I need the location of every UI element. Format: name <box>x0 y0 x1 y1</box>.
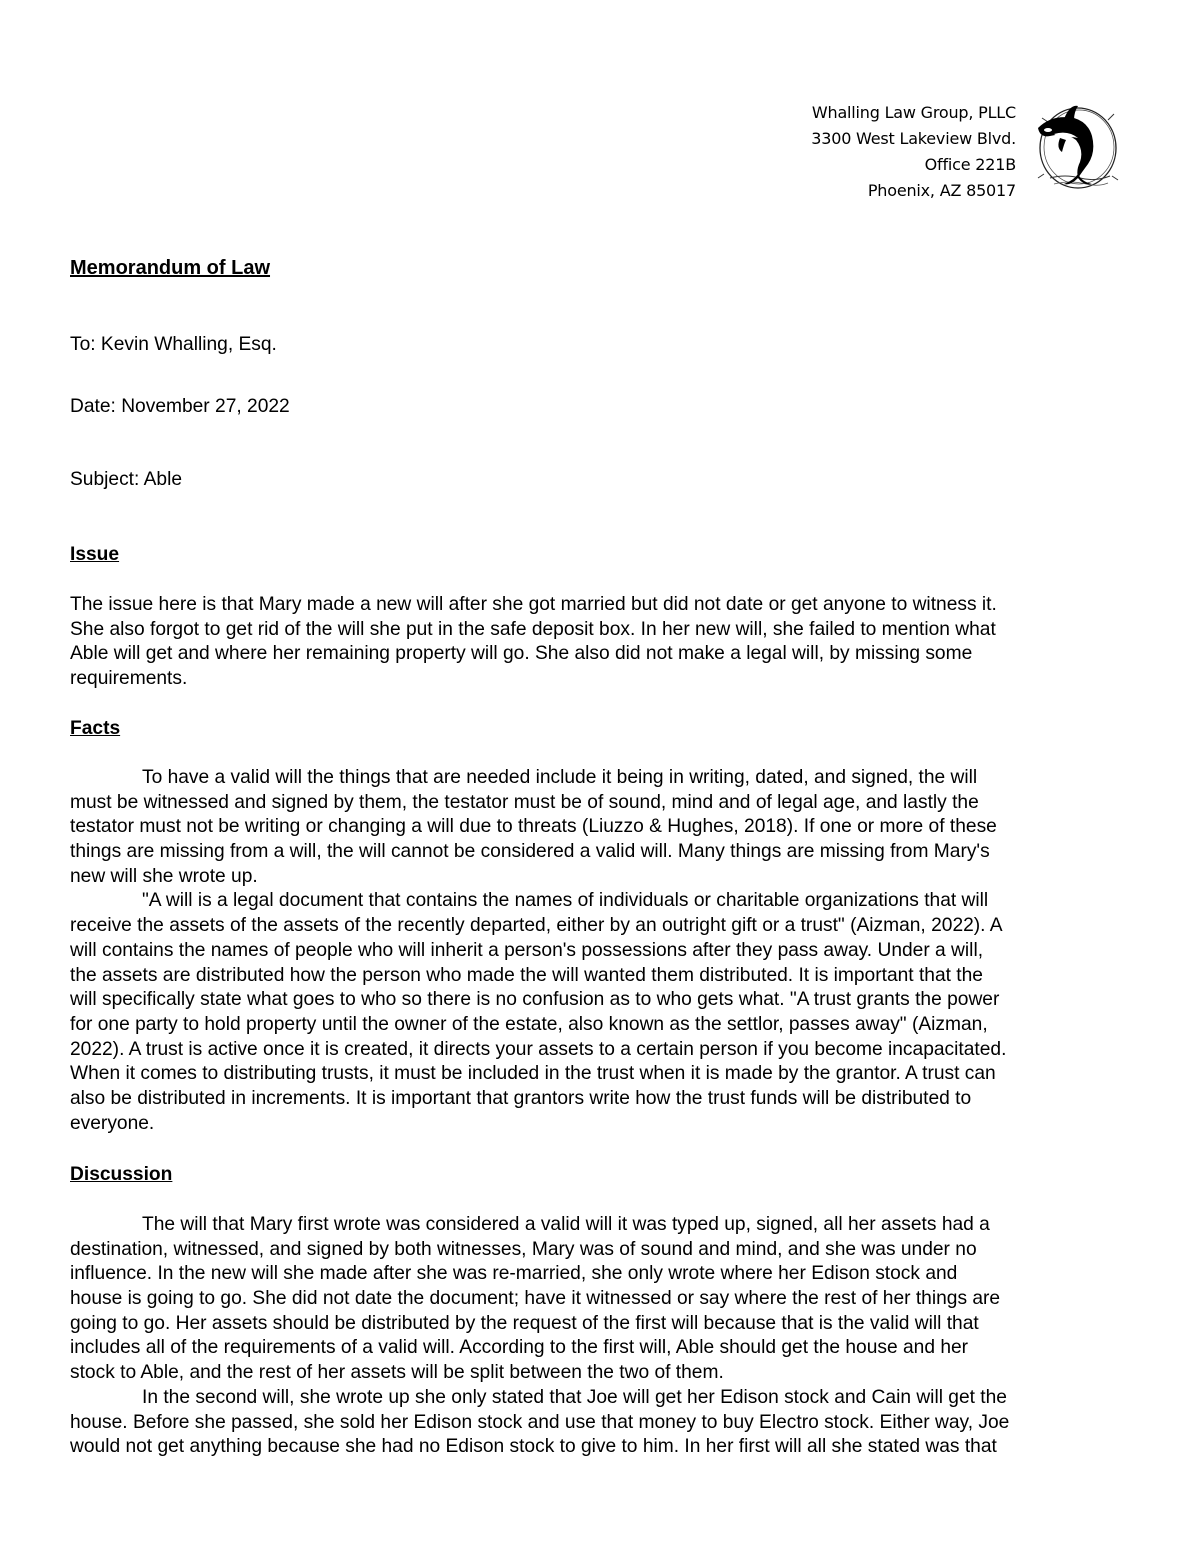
issue-paragraph <box>70 593 1130 692</box>
text-line: stock to Able, and the rest of her assets will be split between the two of them. <box>70 1362 724 1384</box>
firm-city: Phoenix, AZ 85017 <box>867 181 1016 200</box>
memo-date: Date: November 27, 2022 <box>70 396 290 417</box>
text-line: The issue here is that Mary made a new will after she got married but did not date or get anyone to witness it. <box>70 594 997 615</box>
letterhead-address <box>811 100 1016 204</box>
text-line: the assets are distributed how the person who made the will wanted them distributed. It is important that the <box>70 964 983 986</box>
text-line: In the second will, she wrote up she only stated that Joe will get her Edison stock and Cain will get the <box>142 1386 1007 1408</box>
firm-office: Office 221B <box>924 155 1016 174</box>
text-line: To have a valid will the things that are needed include it being in writing, dated, and signed, the will <box>142 767 978 788</box>
text-line: The will that Mary first wrote was considered a valid will it was typed up, signed, all her assets had a <box>142 1214 990 1235</box>
text-line: will specifically state what goes to who so there is no confusion as to who gets what. "A trust grants the power <box>70 989 1000 1011</box>
text-line: Able will get and where her remaining property will go. She also did not make a legal will, by missing some <box>70 643 973 665</box>
text-line: would not get anything because she had no Edison stock to give to him. In her first will all she stated was that <box>70 1436 997 1458</box>
section-heading-issue: Issue <box>70 544 120 565</box>
text-line: will contains the names of people who will inherit a person's possessions after they pass away. Under a will, <box>70 939 984 961</box>
text-line: receive the assets of the assets of the recently departed, either by an outright gift or a trust" (Aizman, 2022). A <box>70 915 1003 937</box>
facts-paragraph-1 <box>70 766 1130 1136</box>
text-line: must be witnessed and signed by them, the testator must be of sound, mind and of legal age, and lastly the <box>70 791 979 813</box>
memo-title: Memorandum of Law <box>70 257 271 279</box>
text-line: also be distributed in increments. It is important that grantors write how the trust funds will be distributed to <box>70 1087 972 1109</box>
text-line: new will she wrote up. <box>70 865 258 887</box>
section-heading-discussion: Discussion <box>70 1164 173 1185</box>
text-line: destination, witnessed, and signed by both witnesses, Mary was of sound and mind, and she was under no <box>70 1238 977 1260</box>
memo-subject: Subject: Able <box>70 469 183 490</box>
text-line: includes all of the requirements of a valid will. According to the first will, Able should get the house and her <box>70 1337 969 1359</box>
text-line: When it comes to distributing trusts, it must be included in the trust when it is made by the grantor. A trust can <box>70 1063 996 1085</box>
text-line: testator must not be writing or changing a will due to threats (Liuzzo & Hughes, 2018). If one or more of these <box>70 816 997 838</box>
firm-name: Whalling Law Group, PLLC <box>811 103 1016 122</box>
memo-to: To: Kevin Whalling, Esq. <box>70 334 277 355</box>
text-line: 2022). A trust is active once it is created, it directs your assets to a certain person if you become incapacitated. <box>70 1038 1007 1060</box>
text-line: requirements. <box>70 668 188 690</box>
text-line: house. Before she passed, she sold her Edison stock and use that money to buy Electro stock. Either way, Joe <box>70 1411 1010 1433</box>
section-heading-facts: Facts <box>70 718 121 739</box>
text-line: "A will is a legal document that contains the names of individuals or charitable organizations that will <box>142 890 989 912</box>
text-line: house is going to go. She did not date the document; have it witnessed or say where the rest of her things are <box>70 1288 1001 1310</box>
discussion-paragraph <box>70 1213 1130 1460</box>
text-line: influence. In the new will she made after she was re-married, she only wrote where her Edison stock and <box>70 1263 958 1285</box>
text-line: for one party to hold property until the owner of the estate, also known as the settlor, passes away" (Aizman, <box>70 1013 988 1035</box>
text-line: everyone. <box>70 1112 155 1134</box>
text-line: things are missing from a will, the will cannot be considered a valid will. Many things are missing from Mary's <box>70 841 990 863</box>
firm-street: 3300 West Lakeview Blvd. <box>811 129 1016 148</box>
orca-whale-logo-icon <box>1030 100 1120 196</box>
text-line: going to go. Her assets should be distributed by the request of the first will because that is the valid will that <box>70 1312 979 1334</box>
text-line: She also forgot to get rid of the will she put in the safe deposit box. In her new will, she failed to mention what <box>70 618 996 640</box>
